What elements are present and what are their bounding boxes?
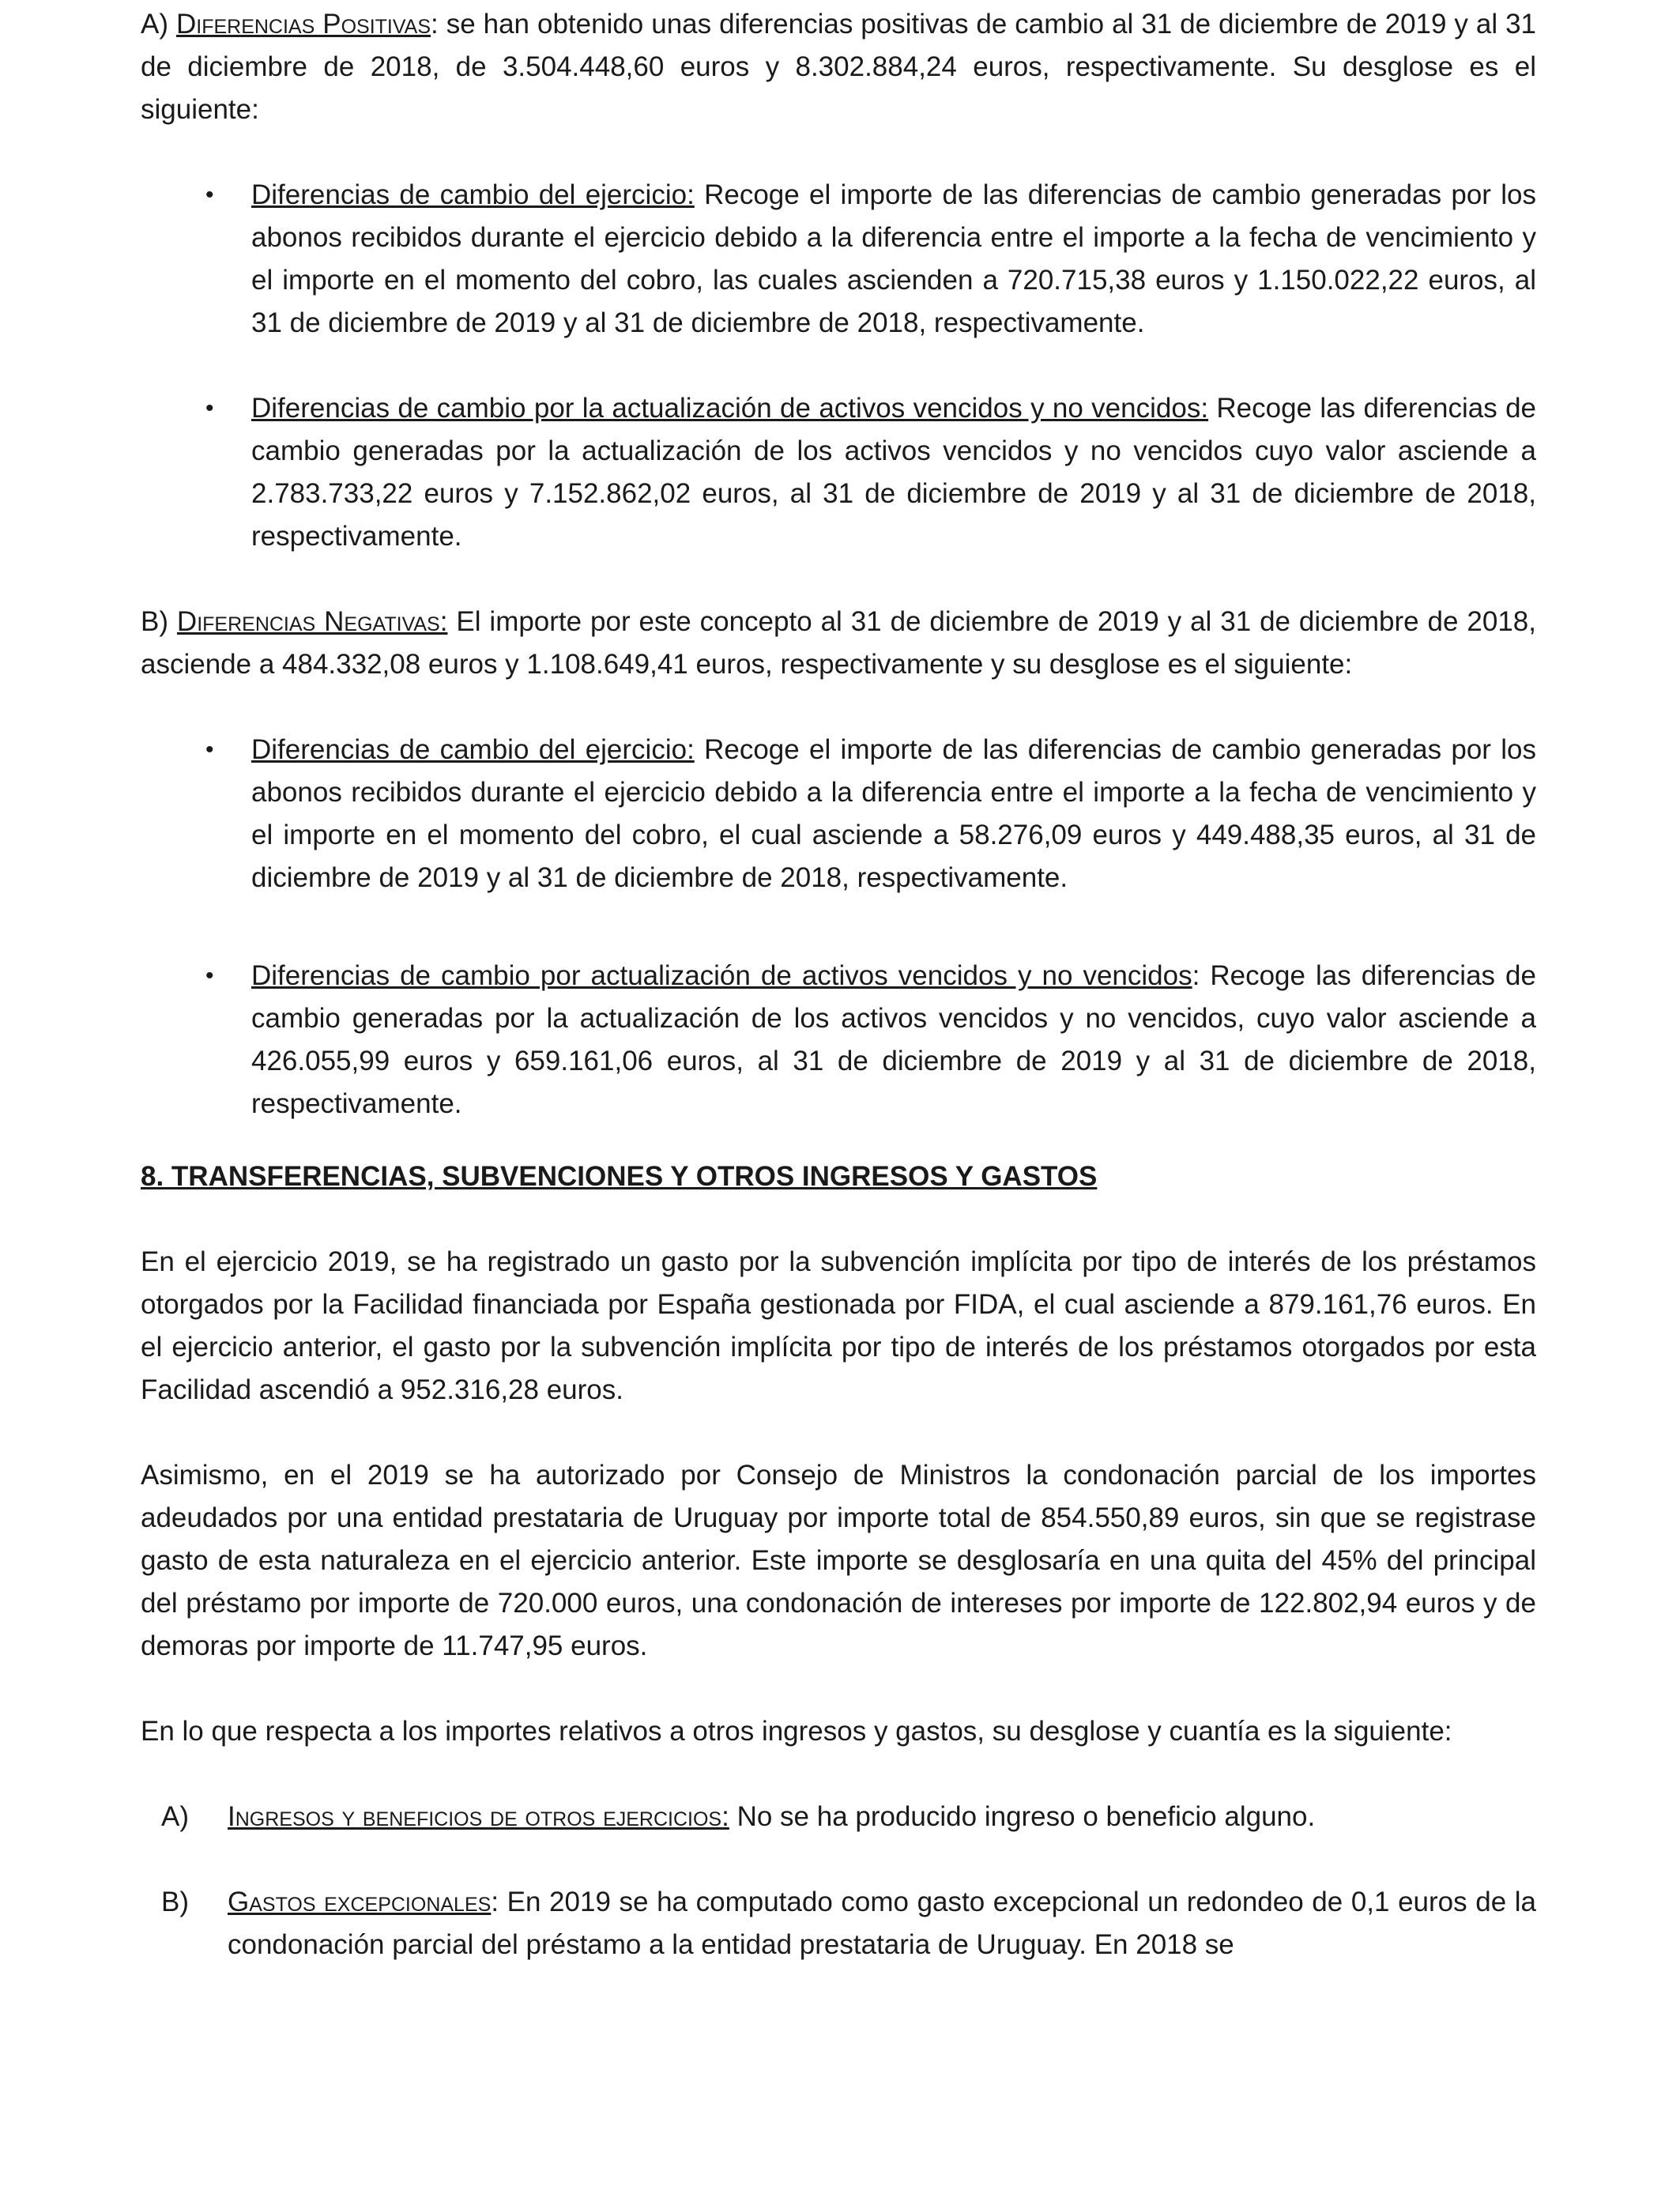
section-a-text: : se han obtenido unas diferencias positivas de cambio al 31 de diciembre de 2019 y al 31 de diciembre de 2018, de 3.504.448,60 euros y 8.302.884,24 euros, respectivamente. Su desglose es el siguiente: bbox=[141, 9, 1537, 125]
bullet-text: Recoge el importe de las diferencias de cambio generadas por los abonos recibidos durante el ejercicio debido a la diferencia entre el importe a la fecha de vencimiento y el importe en el momento del cobro, las cuales ascienden a 720.715,38 euros y 1.150.022,22 euros, al 31 de diciembre de 2019 y al 31 de diciembre de 2018, respectivamente. bbox=[251, 179, 1536, 338]
paragraph: En el ejercicio 2019, se ha registrado un gasto por la subvención implícita por tipo de interés de los préstamos otorgados por la Facilidad financiada por España gestionada por FIDA, el cual asciende a 879.161,76 euros. En el ejercicio anterior, el gasto por la subvención implícita por tipo de interés de los préstamos otorgados por esta Facilidad ascendió a 952.316,28 euros. bbox=[141, 1246, 1536, 1405]
section-a-prefix: A) bbox=[141, 9, 176, 40]
section-b-text: El importe por este concepto al 31 de diciembre de 2019 y al 31 de diciembre de 2018, asciende a 484.332,08 euros y 1.108.649,41 euros, respectivamente y su desglose es el siguiente: bbox=[141, 606, 1536, 680]
list-item bbox=[141, 955, 1536, 1125]
income-expense-list bbox=[141, 1796, 1536, 1966]
paragraph: Asimismo, en el 2019 se ha autorizado por Consejo de Ministros la condonación parcial de los importes adeudados por una entidad prestataria de Uruguay por importe total de 854.550,89 euros, sin que se registrase gasto de esta naturaleza en el ejercicio anterior. Este importe se desglosaría en una quita del 45% del principal del préstamo por importe de 720.000 euros, una condonación de intereses por importe de 122.802,94 euros y de demoras por importe de 11.747,95 euros. bbox=[141, 1460, 1536, 1661]
bullet-icon: • bbox=[205, 963, 214, 989]
section-a-title: Diferencias Positivas bbox=[175, 9, 431, 40]
bullet-icon: • bbox=[205, 737, 214, 763]
bullet-label: Diferencias de cambio por la actualización de activos vencidos y no vencidos: bbox=[251, 393, 1209, 424]
section-b-bullet-list bbox=[141, 729, 1536, 1125]
section-a-paragraph bbox=[141, 3, 1536, 131]
bullet-label: Diferencias de cambio por actualización de activos vencidos y no vencidos bbox=[251, 960, 1192, 991]
document-page bbox=[141, 0, 1536, 1966]
section-b-title: Diferencias Negativas: bbox=[176, 606, 448, 637]
list-item bbox=[141, 1881, 1536, 1966]
section-b-paragraph bbox=[141, 601, 1536, 686]
list-item bbox=[141, 174, 1536, 345]
paragraph: En lo que respecta a los importes relativos a otros ingresos y gastos, su desglose y cuantía es la siguiente: bbox=[141, 1716, 1452, 1747]
item-letter: B) bbox=[161, 1887, 189, 1917]
bullet-text: Recoge el importe de las diferencias de cambio generadas por los abonos recibidos durante el ejercicio debido a la diferencia entre el importe a la fecha de vencimiento y el importe en el momento del cobro, el cual asciende a 58.276,09 euros y 449.488,35 euros, al 31 de diciembre de 2019 y al 31 de diciembre de 2018, respectivamente. bbox=[251, 734, 1536, 893]
bullet-text: : Recoge las diferencias de cambio generadas por la actualización de los activos vencidos y no vencidos, cuyo valor asciende a 426.055,99 euros y 659.161,06 euros, al 31 de diciembre de 2019 y al 31 de diciembre de 2018, respectivamente. bbox=[251, 960, 1536, 1119]
list-item bbox=[141, 387, 1536, 558]
bullet-text: Recoge las diferencias de cambio generadas por la actualización de los activos vencidos y no vencidos cuyo valor asciende a 2.783.733,22 euros y 7.152.862,02 euros, al 31 de diciembre de 2019 y al 31 de diciembre de 2018, respectivamente. bbox=[251, 393, 1536, 552]
bullet-label: Diferencias de cambio del ejercicio: bbox=[251, 179, 695, 210]
item-letter: A) bbox=[161, 1801, 189, 1832]
bullet-icon: • bbox=[205, 395, 214, 421]
section-heading: 8. TRANSFERENCIAS, SUBVENCIONES Y OTROS INGRESOS Y GASTOS bbox=[141, 1161, 1098, 1192]
item-title: Ingresos y beneficios de otros ejercicios: bbox=[228, 1801, 729, 1832]
section-a-bullet-list bbox=[141, 174, 1536, 558]
item-text: No se ha producido ingreso o beneficio alguno. bbox=[729, 1801, 1316, 1832]
item-text: : En 2019 se ha computado como gasto excepcional un redondeo de 0,1 euros de la condonación parcial del préstamo a la entidad prestataria de Uruguay. En 2018 se bbox=[228, 1887, 1537, 1960]
list-item bbox=[141, 1796, 1536, 1838]
list-item bbox=[141, 729, 1536, 899]
bullet-label: Diferencias de cambio del ejercicio: bbox=[251, 734, 695, 765]
section-b-prefix: B) bbox=[141, 606, 177, 637]
item-title: Gastos excepcionales bbox=[228, 1887, 492, 1917]
bullet-icon: • bbox=[205, 182, 214, 208]
